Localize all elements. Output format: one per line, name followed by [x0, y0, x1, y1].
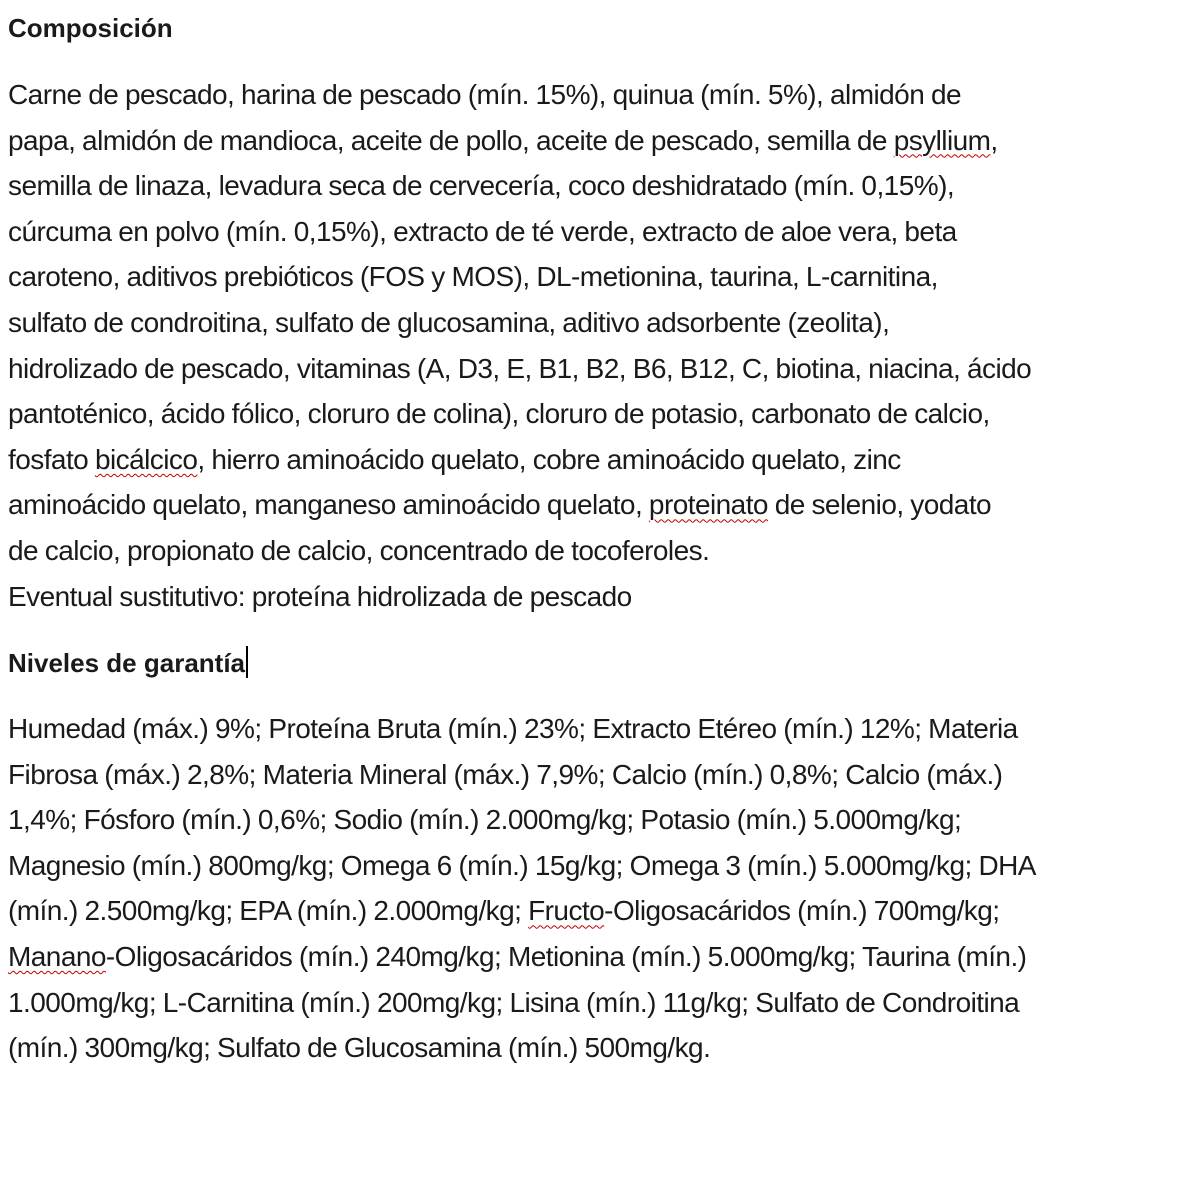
- text-segment: 1,4%; Fósforo (mín.) 0,6%; Sodio (mín.) 2.000mg/kg; Potasio (mín.) 5.000mg/kg;: [8, 804, 962, 836]
- text-line: [8, 980, 1194, 1026]
- text-line: [8, 300, 1194, 346]
- text-line: [8, 346, 1194, 392]
- misspelled-word: Fructo: [528, 895, 605, 927]
- text-line: [8, 1025, 1194, 1071]
- misspelled-word: Manano: [8, 940, 106, 972]
- composicion-paragraph[interactable]: [8, 72, 1194, 619]
- text-segment: semilla de linaza, levadura seca de cervecería, coco deshidratado (mín. 0,15%),: [8, 170, 955, 202]
- text-line: [8, 391, 1194, 437]
- text-segment: de selenio, yodato: [767, 489, 992, 521]
- text-line: [8, 934, 1194, 980]
- text-segment: -Oligosacáridos (mín.) 240mg/kg; Metionina (mín.) 5.000mg/kg; Taurina (mín.): [105, 940, 1027, 972]
- text-segment: aminoácido quelato, manganeso aminoácido quelato,: [8, 489, 649, 521]
- text-segment: -Oligosacáridos (mín.) 700mg/kg;: [604, 895, 1000, 927]
- text-segment: Carne de pescado, harina de pescado (mín. 15%), quinua (mín. 5%), almidón de: [8, 79, 961, 110]
- text-segment: Magnesio (mín.) 800mg/kg; Omega 6 (mín.) 15g/kg; Omega 3 (mín.) 5.000mg/kg; DHA: [8, 849, 1036, 881]
- niveles-paragraph[interactable]: [8, 706, 1194, 1071]
- text-line: [8, 752, 1194, 798]
- text-segment: Humedad (máx.) 9%; Proteína Bruta (mín.) 23%; Extracto Etéreo (mín.) 12%; Materia: [8, 713, 1018, 744]
- text-cursor: [246, 646, 248, 678]
- text-line: [8, 118, 1194, 164]
- misspelled-word: proteinato: [648, 489, 768, 521]
- text-segment: (mín.) 2.500mg/kg; EPA (mín.) 2.000mg/kg;: [8, 895, 529, 927]
- misspelled-word: psyllium: [893, 124, 991, 156]
- text-line: [8, 843, 1194, 889]
- text-line: [8, 72, 1194, 118]
- text-line: [8, 528, 1194, 574]
- text-segment: papa, almidón de mandioca, aceite de pollo, aceite de pescado, semilla de: [8, 124, 894, 156]
- text-line: [8, 797, 1194, 843]
- text-segment: cúrcuma en polvo (mín. 0,15%), extracto de té verde, extracto de aloe vera, beta: [8, 215, 957, 247]
- text-line: [8, 482, 1194, 528]
- text-line: [8, 163, 1194, 209]
- text-segment: fosfato: [8, 443, 95, 475]
- text-segment: , hierro aminoácido quelato, cobre aminoácido quelato, zinc: [197, 443, 901, 475]
- text-segment: Eventual sustitutivo: proteína hidrolizada de pescado: [8, 580, 632, 612]
- text-segment: ,: [990, 124, 998, 156]
- text-segment: 1.000mg/kg; L-Carnitina (mín.) 200mg/kg; Lisina (mín.) 11g/kg; Sulfato de Condroitina: [8, 986, 1020, 1018]
- text-line: [8, 888, 1194, 934]
- text-line: [8, 706, 1194, 752]
- niveles-heading-text: Niveles de garantía: [8, 648, 245, 678]
- text-segment: pantoténico, ácido fólico, cloruro de colina), cloruro de potasio, carbonato de calcio,: [8, 398, 990, 430]
- text-segment: Fibrosa (máx.) 2,8%; Materia Mineral (máx.) 7,9%; Calcio (mín.) 0,8%; Calcio (máx.): [8, 758, 1003, 790]
- text-line: [8, 437, 1194, 483]
- text-segment: de calcio, propionato de calcio, concentrado de tocoferoles.: [8, 534, 710, 566]
- text-segment: hidrolizado de pescado, vitaminas (A, D3, E, B1, B2, B6, B12, C, biotina, niacina, ácido: [8, 352, 1032, 384]
- misspelled-word: bicálcico: [94, 443, 198, 475]
- text-segment: (mín.) 300mg/kg; Sulfato de Glucosamina (mín.) 500mg/kg.: [8, 1032, 711, 1064]
- text-line: [8, 574, 1194, 620]
- composicion-heading: Composición: [8, 13, 173, 43]
- text-segment: caroteno, aditivos prebióticos (FOS y MOS), DL-metionina, taurina, L-carnitina,: [8, 261, 938, 293]
- text-segment: sulfato de condroitina, sulfato de glucosamina, aditivo adsorbente (zeolita),: [8, 306, 890, 338]
- text-line: [8, 209, 1194, 255]
- text-line: [8, 254, 1194, 300]
- niveles-heading[interactable]: [8, 646, 248, 680]
